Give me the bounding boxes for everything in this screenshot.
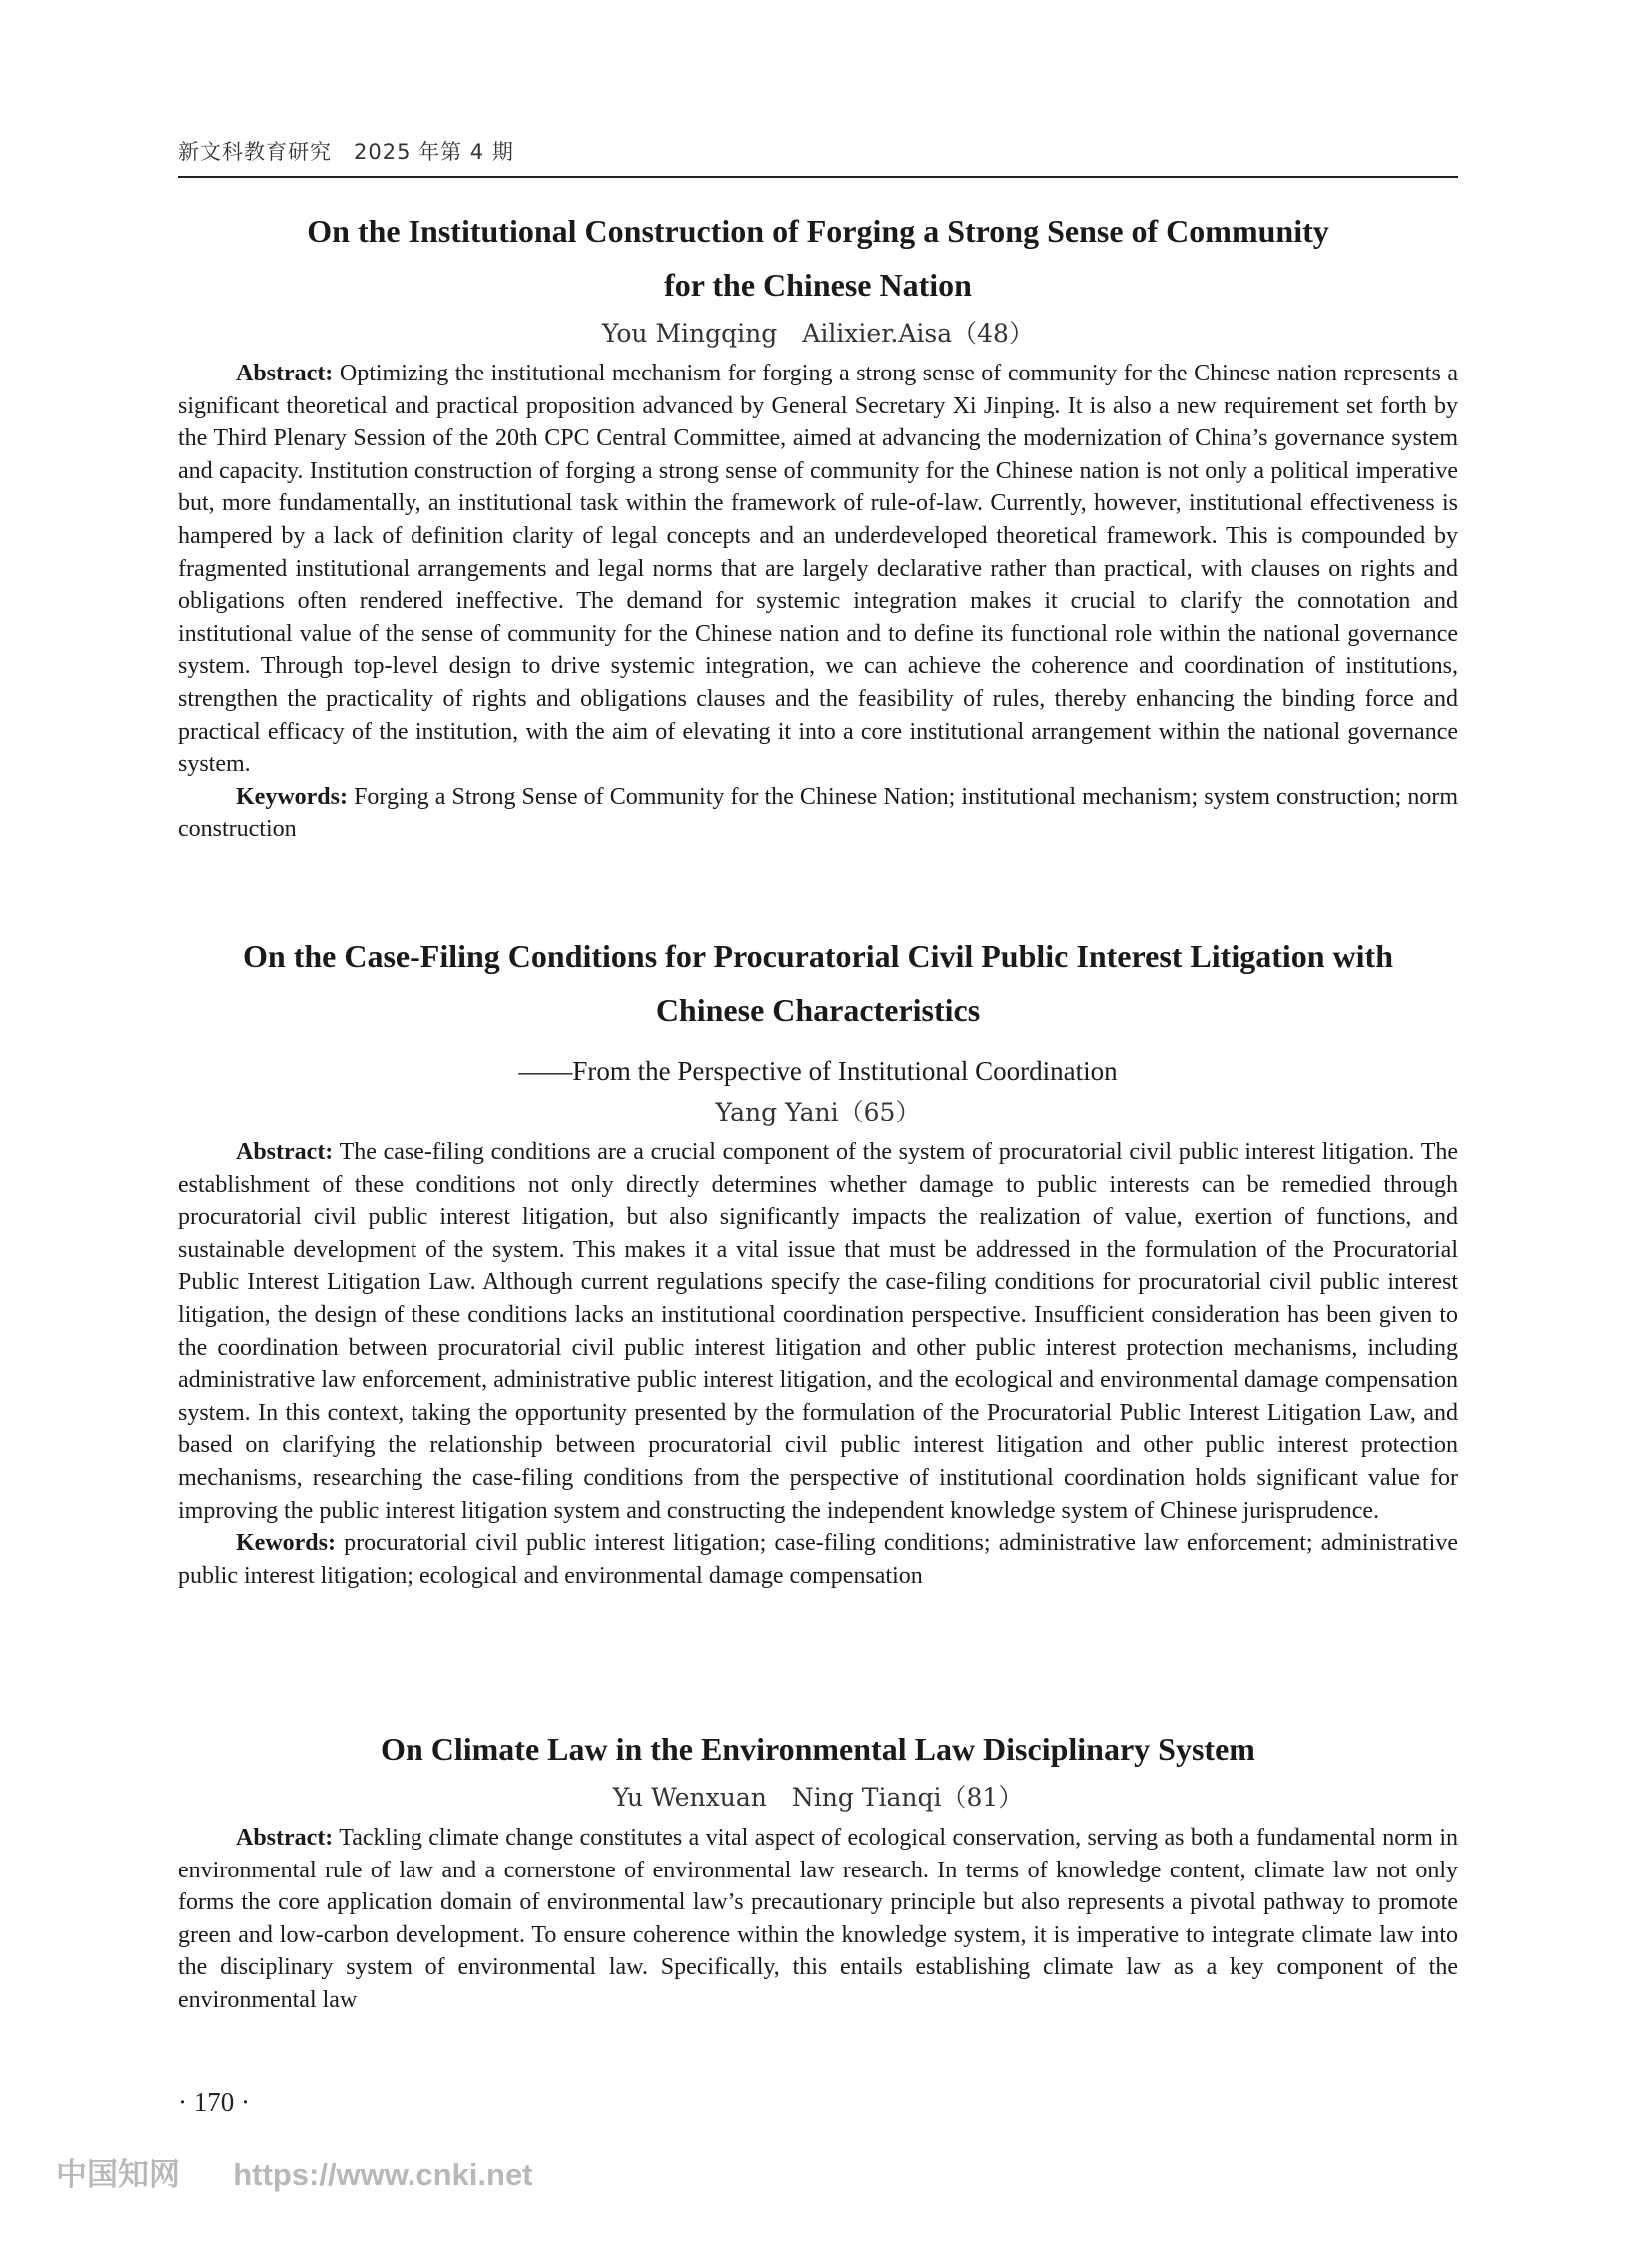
journal-header: 新文科教育研究 2025 年第 4 期	[178, 140, 514, 164]
keywords-label: Kewords:	[236, 1530, 336, 1557]
abstract-label: Abstract:	[236, 1139, 334, 1165]
article-title: On Climate Law in the Environmental Law Disciplinary System	[381, 1731, 1255, 1767]
article-authors: You Mingqing Ailixier.Aisa（48）	[602, 319, 1034, 348]
article-keywords	[178, 781, 1458, 846]
article-subtitle: ——From the Perspective of Institutional Coordination	[518, 1056, 1118, 1086]
keywords-text: Forging a Strong Sense of Community for the Chinese Nation; institutional mechanism; system construction; norm construction	[178, 783, 1459, 843]
article-2	[178, 929, 1458, 1592]
abstract-text: The case-filing conditions are a crucial component of the system of procuratorial civil public interest litigation. The establishment of these conditions not only directly determines whether damage to public interests can be remedied through procuratorial civil public interest litigation, but also significantly impacts the realization of value, exertion of functions, and sustainable development of the system. This makes it a vital issue that must be addressed in the formulation of the Procuratorial Public Interest Litigation Law. Although current regulations specify the case-filing conditions for procuratorial civil public interest litigation, the design of these conditions lacks an institutional coordination perspective. Insufficient consideration has been given to the coordination between procuratorial civil public interest litigation and other public interest protection mechanisms, including administrative law enforcement, administrative public interest litigation, and the ecological and environmental damage compensation system. In this context, taking the opportunity presented by the formulation of the Procuratorial Public Interest Litigation Law, and based on clarifying the relationship between procuratorial civil public interest litigation and other public interest protection mechanisms, researching the case-filing conditions from the perspective of institutional coordination holds significant value for improving the public interest litigation system and constructing the independent knowledge system of Chinese jurisprudence.	[178, 1139, 1459, 1524]
page-number: · 170 ·	[178, 2087, 250, 2117]
watermark-url: https://www.cnki.net	[233, 2157, 533, 2192]
cnki-watermark	[56, 2149, 533, 2194]
keywords-label: Keywords:	[236, 783, 348, 810]
article-3	[178, 1722, 1458, 2017]
header-rule	[178, 176, 1458, 178]
watermark-brand: 中国知网	[56, 2157, 180, 2192]
abstract-text: Optimizing the institutional mechanism for forging a strong sense of community for the Chinese nation represents a significant theoretical and practical proposition advanced by General Secretary Xi Jinping. It is also a new requirement set forth by the Third Plenary Session of the 20th CPC Central Committee, aimed at advancing the modernization of China’s governance system and capacity. Institution construction of forging a strong sense of community for the Chinese nation is not only a political imperative but, more fundamentally, an institutional task within the framework of rule-of-law. Currently, however, institutional effectiveness is hampered by a lack of definition clarity of legal concepts and an underdeveloped theoretical framework. This is compounded by fragmented institutional arrangements and legal norms that are largely declarative rather than practical, with clauses on rights and obligations often rendered ineffective. The demand for systemic integration makes it crucial to clarify the connotation and institutional value of the sense of community for the Chinese nation and to define its functional role within the national governance system. Through top-level design to drive systemic integration, we can achieve the coherence and coordination of institutions, strengthen the practicality of rights and obligations clauses and the feasibility of rules, thereby enhancing the binding force and practical efficacy of the institution, with the aim of elevating it into a core institutional arrangement within the national governance system.	[178, 361, 1459, 778]
article-keywords	[178, 1527, 1458, 1592]
article-abstract	[178, 1136, 1458, 1527]
keywords-text: procuratorial civil public interest litigation; case-filing conditions; administrative law enforcement; administrative public interest litigation; ecological and environmental damage compensation	[178, 1530, 1459, 1589]
article-title: On the Institutional Construction of Forging a Strong Sense of Community for the Chinese Nation	[307, 213, 1329, 303]
article-authors: Yang Yani（65）	[715, 1098, 921, 1126]
article-abstract	[178, 1822, 1458, 2017]
article-abstract	[178, 358, 1458, 781]
article-1	[178, 204, 1458, 846]
abstract-label: Abstract:	[236, 361, 334, 386]
article-authors: Yu Wenxuan Ning Tianqi（81）	[612, 1783, 1024, 1812]
article-title: On the Case-Filing Conditions for Procuratorial Civil Public Interest Litigation with Chinese Characteristics	[243, 938, 1393, 1028]
abstract-label: Abstract:	[236, 1825, 334, 1851]
abstract-text: Tackling climate change constitutes a vital aspect of ecological conservation, serving as both a fundamental norm in environmental rule of law and a cornerstone of environmental law research. In terms of knowledge content, climate law not only forms the core application domain of environmental law’s precautionary principle but also represents a pivotal pathway to promote green and low-carbon development. To ensure coherence within the knowledge system, it is imperative to integrate climate law into the disciplinary system of environmental law. Specifically, this entails establishing climate law as a key component of the environmental law	[178, 1825, 1458, 2013]
